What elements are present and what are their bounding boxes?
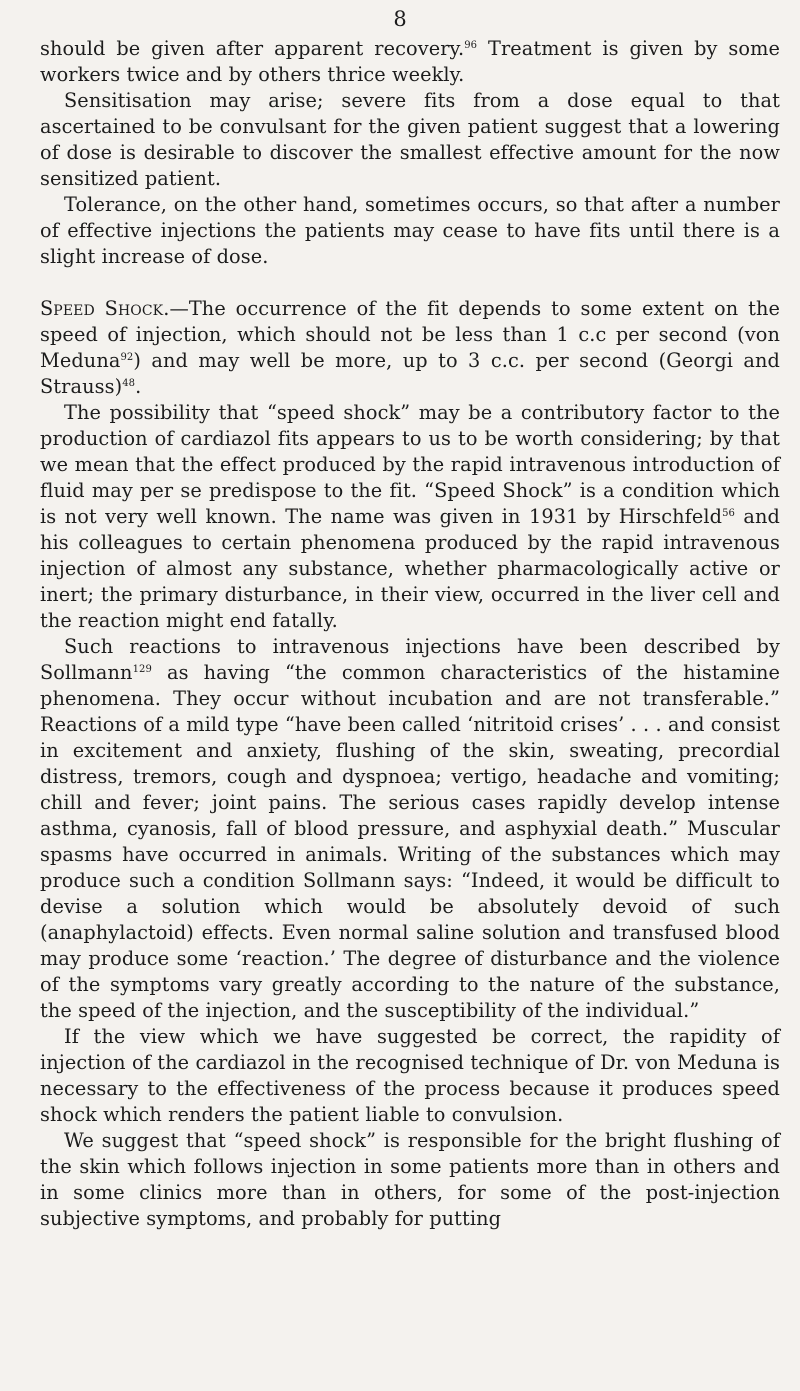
- text-run: Sensitisation may arise; severe fits from a dose equal to that ascertained to be convulsant for the given patient suggest that a lowering of dose is desirable to discover the smallest effective amount for the now sensitized patient.: [40, 89, 780, 190]
- text-run: and his colleagues to certain phenomena produced by the rapid intravenous injection of almost any substance, whether pharmacologically active or inert; the primary disturbance, in their view, occurred in the liver cell and the reaction might end fatally.: [40, 505, 780, 632]
- footnote-ref: 92: [120, 352, 134, 363]
- text-run: should be given after apparent recovery.: [40, 37, 465, 60]
- text-run: We suggest that “speed shock” is responsible for the bright flushing of the skin which follows injection in some patients more than in others and in some clinics more than in others, for some of the post-injection subjective symptoms, and probably for putting: [40, 1129, 780, 1230]
- footnote-ref: 129: [132, 664, 152, 675]
- text-run: .: [135, 375, 142, 398]
- text-run: —The occurrence of the fit depends to some extent on the speed of injection, which should not be less than 1 c.c per second (von Meduna: [40, 297, 780, 372]
- paragraph: [40, 36, 780, 88]
- section-heading: Speed Shock.: [40, 297, 170, 320]
- paragraph: [40, 1024, 780, 1128]
- text-run: as having “the common characteristics of the histamine phenomena. They occur without incubation and are not transferable.” Reactions of a mild type “have been called ‘nitritoid crises’ . . . and consist in excitement and anxiety, flushing of the skin, sweating, precordial distress, tremors, cough and dyspnoea; vertigo, headache and vomiting; chill and fever; joint pains. The serious cases rapidly develop intense asthma, cyanosis, fall of blood pressure, and asphyxial death.” Muscular spasms have occurred in animals. Writing of the substances which may produce such a condition Sollmann says: “Indeed, it would be difficult to devise a solution which would be absolutely devoid of such (anaphylactoid) effects. Even normal saline solution and transfused blood may produce some ‘reaction.’ The degree of disturbance and the violence of the symptoms vary greatly according to the nature of the substance, the speed of the injection, and the susceptibility of the individual.”: [40, 661, 780, 1022]
- footnote-ref: 56: [722, 508, 736, 519]
- paragraph: [40, 296, 780, 400]
- paragraph: [40, 400, 780, 634]
- text-run: If the view which we have suggested be correct, the rapidity of injection of the cardiazol in the recognised technique of Dr. von Meduna is necessary to the effectiveness of the process because it produces speed shock which renders the patient liable to convulsion.: [40, 1025, 780, 1126]
- page-number: 8: [393, 7, 407, 31]
- paragraph: [40, 192, 780, 270]
- text-run: Tolerance, on the other hand, sometimes occurs, so that after a number of effective injections the patients may cease to have fits until there is a slight increase of dose.: [40, 193, 780, 268]
- text-run: Treatment is given by some workers twice and by others thrice weekly.: [40, 37, 780, 86]
- text-run: Such reactions to intravenous injections have been described by Sollmann: [40, 635, 780, 684]
- footnote-ref: 96: [464, 40, 478, 51]
- body-text: [40, 36, 780, 1232]
- text-run: ) and may well be more, up to 3 c.c. per second (Georgi and Strauss): [40, 349, 780, 398]
- paragraph: [40, 1128, 780, 1232]
- paragraph: [40, 88, 780, 192]
- paragraph: [40, 634, 780, 1024]
- footnote-ref: 48: [122, 378, 136, 389]
- text-run: The possibility that “speed shock” may be a contributory factor to the production of cardiazol fits appears to us to be worth considering; by that we mean that the effect produced by the rapid intravenous introduction of fluid may per se predispose to the fit. “Speed Shock” is a condition which is not very well known. The name was given in 1931 by Hirschfeld: [40, 401, 780, 528]
